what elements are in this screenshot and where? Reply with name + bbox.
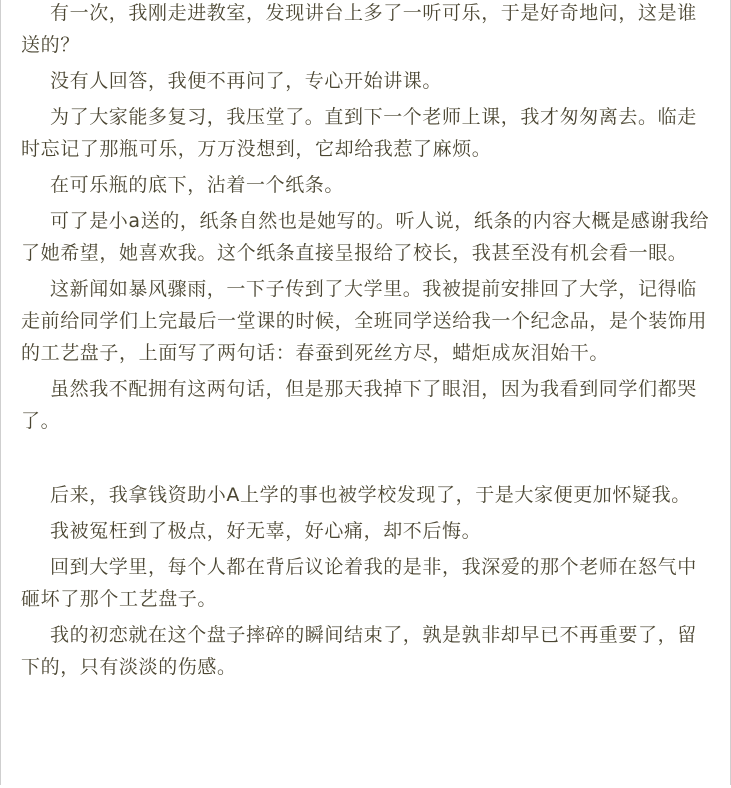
paragraph: 我被冤枉到了极点，好无辜，好心痛，却不后悔。 <box>50 520 482 542</box>
paragraph: 在可乐瓶的底下，沾着一个纸条。 <box>50 174 345 196</box>
paragraph: 有一次，我刚走进教室，发现讲台上多了一听可乐，于是好奇地问，这是谁送的？ <box>21 2 697 56</box>
paragraph: 为了大家能多复习，我压堂了。直到下一个老师上课，我才匆匆离去。临走时忘记了那瓶可乐，万万没想到，它却给我惹了麻烦。 <box>21 106 697 160</box>
paragraph: 后来，我拿钱资助小A上学的事也被学校发现了，于是大家便更加怀疑我。 <box>50 484 691 506</box>
paragraph: 这新闻如暴风骤雨，一下子传到了大学里。我被提前安排回了大学，记得临走前给同学们上完最后一堂课的时候，全班同学送给我一个纪念品，是个装饰用的工艺盘子，上面写了两句话：春蚕到死丝方尽，蜡炬成灰泪始干。 <box>21 278 708 364</box>
section-gap <box>21 441 716 479</box>
paragraph: 回到大学里，每个人都在背后议论着我的是非，我深爱的那个老师在怒气中砸坏了那个工艺盘子。 <box>21 556 697 610</box>
paragraph: 虽然我不配拥有这两句话，但是那天我掉下了眼泪，因为我看到同学们都哭了。 <box>21 378 697 432</box>
paragraph: 可了是小a送的，纸条自然也是她写的。听人说，纸条的内容大概是感谢我给了她希望，她喜欢我。这个纸条直接呈报给了校长，我甚至没有机会看一眼。 <box>21 210 710 264</box>
paragraph: 没有人回答，我便不再问了，专心开始讲课。 <box>50 70 443 92</box>
paragraph: 我的初恋就在这个盘子摔碎的瞬间结束了，孰是孰非却早已不再重要了，留下的，只有淡淡的伤感。 <box>21 624 697 678</box>
